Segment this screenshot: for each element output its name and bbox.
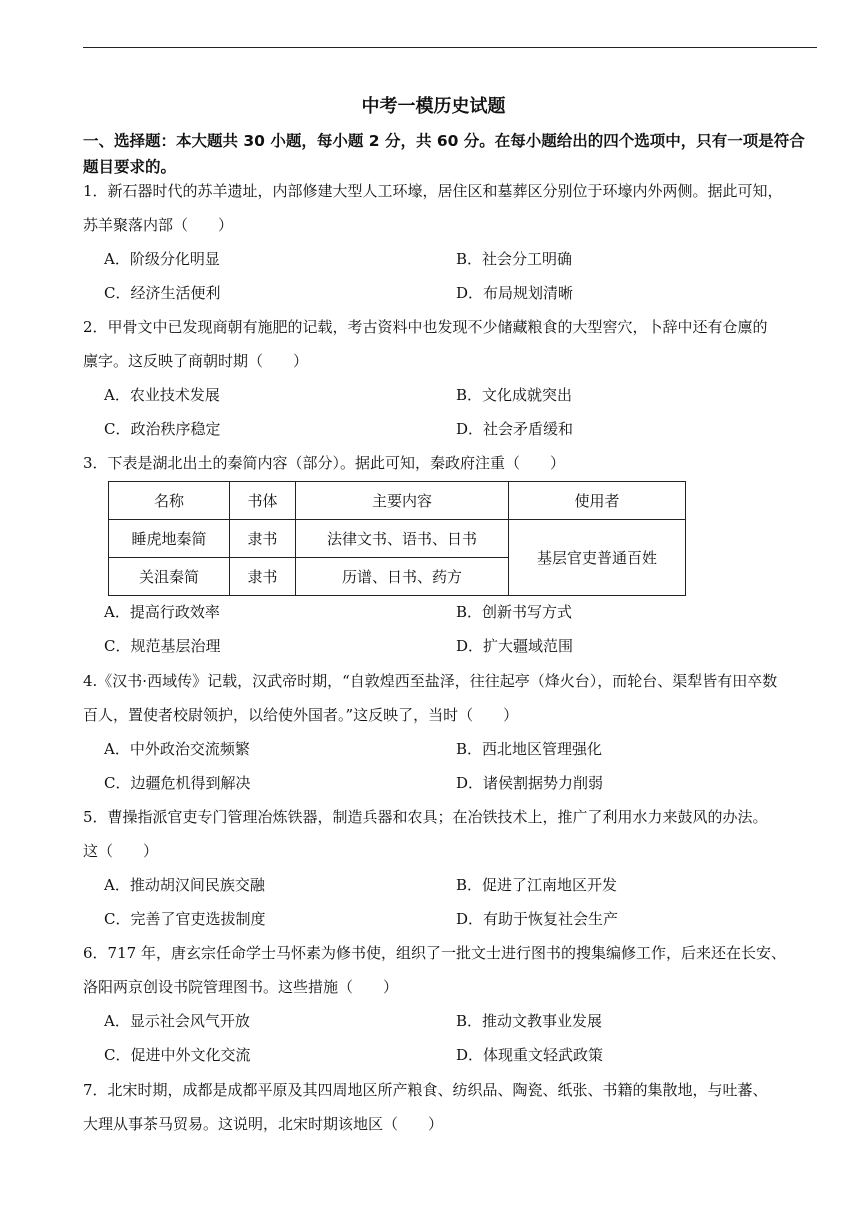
table-header-cell: 名称 <box>109 482 230 520</box>
question-6-option-a[interactable]: A．显示社会风气开放 <box>104 1012 250 1030</box>
table-cell: 历谱、日书、药方 <box>296 558 509 596</box>
question-6-option-d[interactable]: D．体现重文轻武政策 <box>456 1046 604 1064</box>
question-4-line-1: 4.《汉书·西域传》记载，汉武帝时期，“自敦煌西至盐泽，往往起亭（烽火台），而轮台、渠犁皆有田卒数 <box>83 672 778 690</box>
page-title: 中考一模历史试题 <box>361 96 506 117</box>
question-2-line-1: 2．甲骨文中已发现商朝有施肥的记载，考古资料中也发现不少储藏粮食的大型窖穴，卜辞中还有仓廪的 <box>83 318 768 336</box>
question-2-option-c[interactable]: C．政治秩序稳定 <box>104 420 221 438</box>
question-1-option-d[interactable]: D．布局规划清晰 <box>456 284 574 302</box>
question-5-option-d[interactable]: D．有助于恢复社会生产 <box>456 910 619 928</box>
question-1-line-1: 1．新石器时代的苏羊遗址，内部修建大型人工环壕，居住区和墓葬区分别位于环壕内外两侧。据此可知， <box>83 182 783 200</box>
question-5-line-1: 5．曹操指派官吏专门管理冶炼铁器，制造兵器和农具；在冶铁技术上，推广了利用水力来鼓风的办法。 <box>83 808 768 826</box>
table-row <box>109 520 686 558</box>
table-header-cell: 主要内容 <box>296 482 509 520</box>
question-5-option-a[interactable]: A．推动胡汉间民族交融 <box>104 876 265 894</box>
question-7-line-2: 大理从事茶马贸易。这说明，北宋时期该地区（ ） <box>83 1115 444 1133</box>
qin-slips-table <box>108 481 686 596</box>
question-6-option-b[interactable]: B．推动文教事业发展 <box>456 1012 603 1030</box>
section-heading: 一、选择题：本大题共 30 小题，每小题 2 分，共 60 分。在每小题给出的四个选项中，只有一项是符合题目要求的。 <box>83 132 805 176</box>
table-cell: 隶书 <box>230 520 296 558</box>
question-2-line-2: 廪字。这反映了商朝时期（ ） <box>83 352 309 370</box>
question-1-option-c[interactable]: C．经济生活便利 <box>104 284 221 302</box>
table-cell: 法律文书、语书、日书 <box>296 520 509 558</box>
header-rule <box>83 47 817 48</box>
table-header-cell: 使用者 <box>509 482 686 520</box>
question-1-option-a[interactable]: A．阶级分化明显 <box>104 250 220 268</box>
table-header-cell: 书体 <box>230 482 296 520</box>
question-5-line-2: 这（ ） <box>83 842 159 860</box>
table-cell-user: 基层官吏普通百姓 <box>509 520 686 596</box>
question-4-option-d[interactable]: D．诸侯割据势力削弱 <box>456 774 604 792</box>
table-cell: 关沮秦简 <box>109 558 230 596</box>
question-6-line-2: 洛阳两京创设书院管理图书。这些措施（ ） <box>83 978 399 996</box>
question-7-line-1: 7．北宋时期，成都是成都平原及其四周地区所产粮食、纺织品、陶瓷、纸张、书籍的集散地，与吐蕃、 <box>83 1081 768 1099</box>
table-cell: 隶书 <box>230 558 296 596</box>
question-3-option-b[interactable]: B．创新书写方式 <box>456 603 573 621</box>
question-6-option-c[interactable]: C．促进中外文化交流 <box>104 1046 251 1064</box>
table-header-row <box>109 482 686 520</box>
question-3-option-c[interactable]: C．规范基层治理 <box>104 637 221 655</box>
question-6-line-1: 6．717 年，唐玄宗任命学士马怀素为修书使，组织了一批文士进行图书的搜集编修工作，后来还在长安、 <box>83 944 786 962</box>
question-1-line-2: 苏羊聚落内部（ ） <box>83 216 234 234</box>
table-cell: 睡虎地秦简 <box>109 520 230 558</box>
question-4-option-a[interactable]: A．中外政治交流频繁 <box>104 740 250 758</box>
question-2-option-a[interactable]: A．农业技术发展 <box>104 386 220 404</box>
question-3-option-a[interactable]: A．提高行政效率 <box>104 603 220 621</box>
question-4-option-b[interactable]: B．西北地区管理强化 <box>456 740 603 758</box>
question-4-line-2: 百人，置使者校尉领护，以给使外国者。”这反映了，当时（ ） <box>83 706 519 724</box>
question-1-option-b[interactable]: B．社会分工明确 <box>456 250 573 268</box>
question-5-option-b[interactable]: B．促进了江南地区开发 <box>456 876 618 894</box>
question-4-option-c[interactable]: C．边疆危机得到解决 <box>104 774 251 792</box>
question-2-option-d[interactable]: D．社会矛盾缓和 <box>456 420 574 438</box>
question-5-option-c[interactable]: C．完善了官吏选拔制度 <box>104 910 266 928</box>
question-3-line-1: 3．下表是湖北出土的秦简内容（部分）。据此可知，秦政府注重（ ） <box>83 454 566 472</box>
question-3-option-d[interactable]: D．扩大疆域范围 <box>456 637 574 655</box>
question-2-option-b[interactable]: B．文化成就突出 <box>456 386 573 404</box>
